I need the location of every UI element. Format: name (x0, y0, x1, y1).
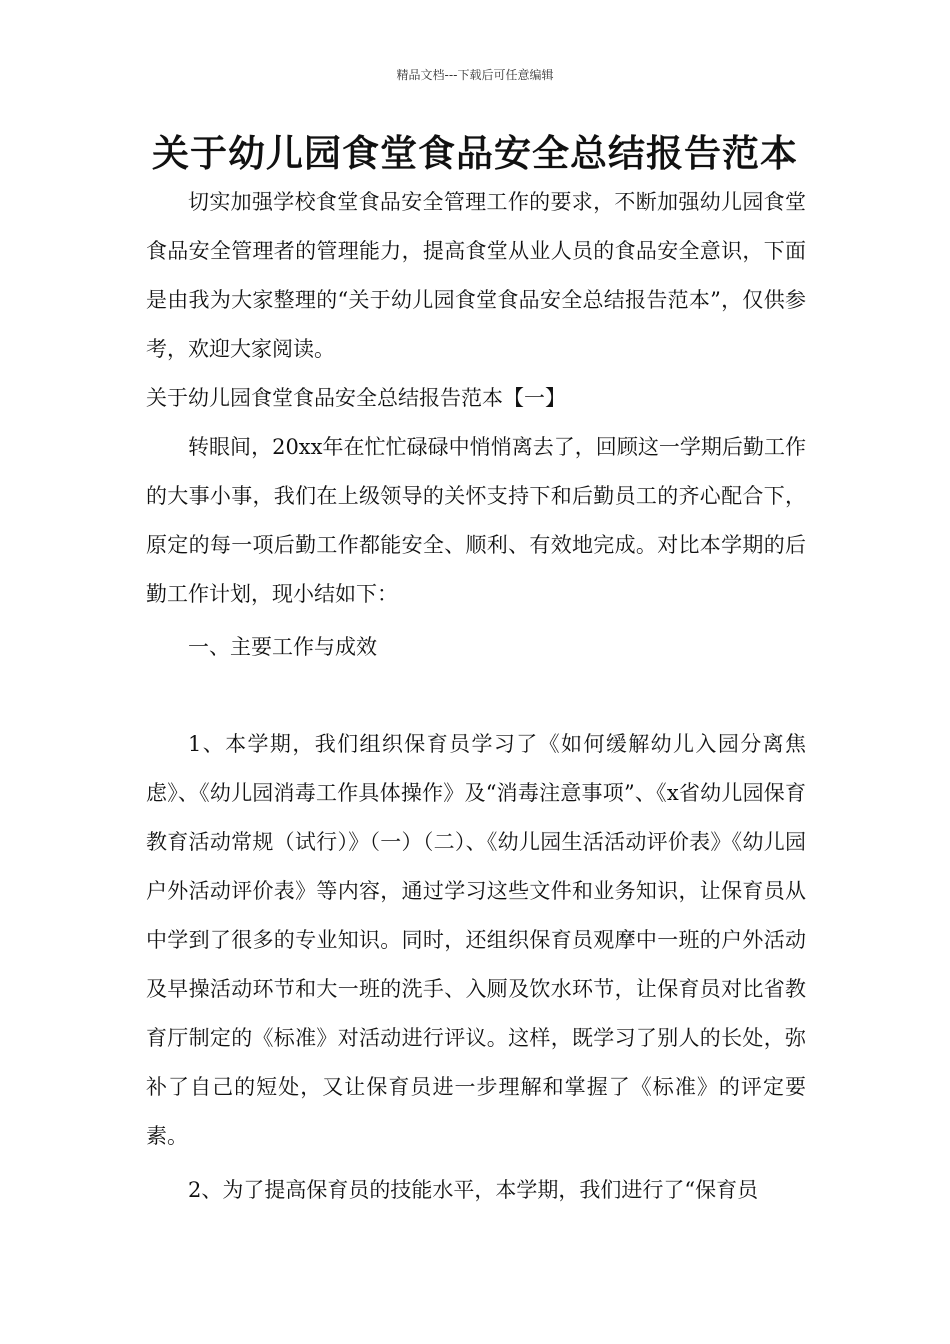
paragraph-summary: 转眼间，20xx年在忙忙碌碌中悄悄离去了，回顾这一学期后勤工作的大事小事，我们在上级领导的关怀支持下和后勤员工的齐心配合下，原定的每一项后勤工作都能安全、顺利、有效地完成。对比本学期的后勤工作计划，现小结如下： (146, 435, 806, 606)
paragraph-item-2: 2、为了提高保育员的技能水平，本学期，我们进行了“保育员 (188, 1178, 759, 1202)
subheading-main-work: 一、主要工作与成效 (188, 635, 377, 659)
intro-paragraph: 切实加强学校食堂食品安全管理工作的要求，不断加强幼儿园食堂食品安全管理者的管理能力，提高食堂从业人员的食品安全意识，下面是由我为大家整理的“关于幼儿园食堂食品安全总结报告范本”，仅供参考，欢迎大家阅读。 (146, 190, 806, 361)
document-title: 关于幼儿园食堂食品安全总结报告范本 (152, 132, 798, 175)
header-note: 精品文档---下载后可任意编辑 (396, 68, 554, 82)
paragraph-item-1: 1、本学期，我们组织保育员学习了《如何缓解幼儿入园分离焦虑》、《幼儿园消毒工作具体操作》及“消毒注意事项”、《x省幼儿园保育教育活动常规（试行）》（一）（二）、《幼儿园生活活动评价表》《幼儿园户外活动评价表》等内容，通过学习这些文件和业务知识，让保育员从中学到了很多的专业知识。同时，还组织保育员观摩中一班的户外活动及早操活动环节和大一班的洗手、入厕及饮水环节，让保育员对比省教育厅制定的《标准》对活动进行评议。这样，既学习了别人的长处，弥补了自己的短处，又让保育员进一步理解和掌握了《标准》的评定要素。 (146, 732, 806, 1148)
section-heading: 关于幼儿园食堂食品安全总结报告范本【一】 (146, 386, 566, 410)
